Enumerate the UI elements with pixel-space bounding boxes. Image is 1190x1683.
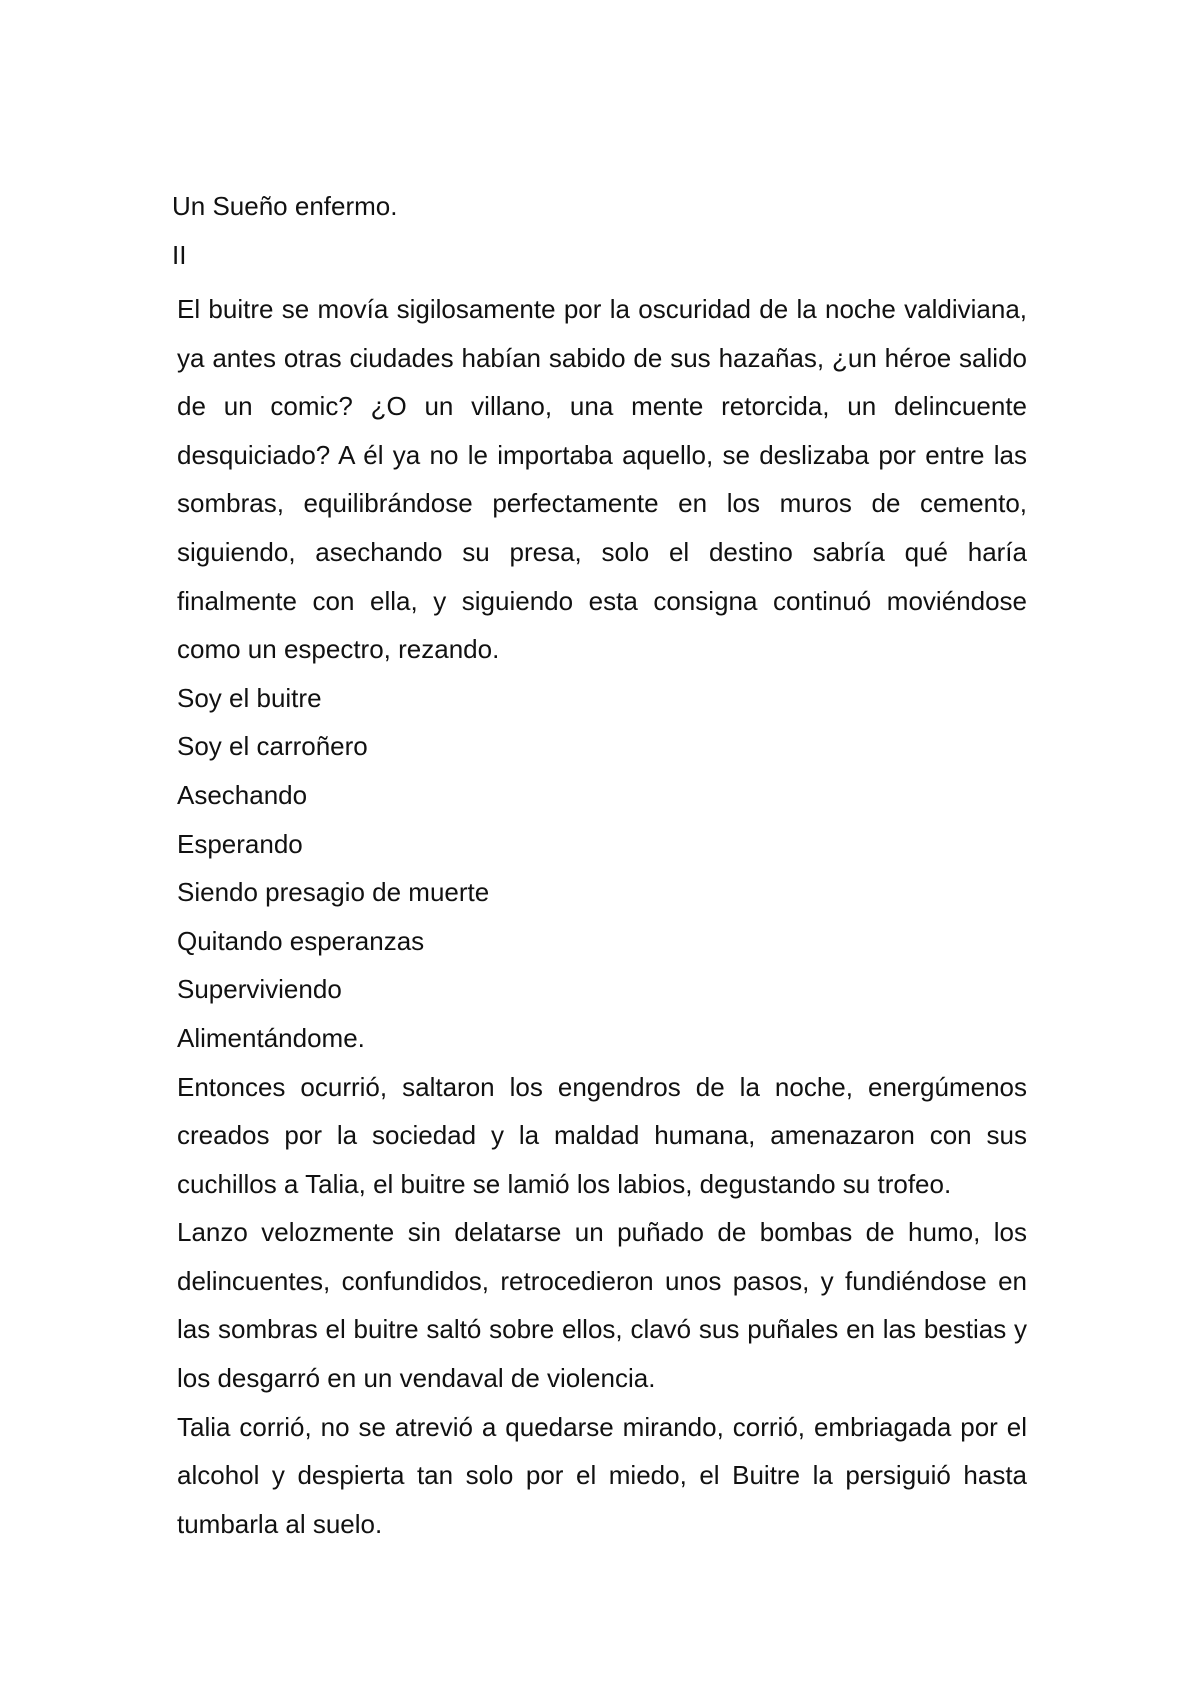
document-title: Un Sueño enfermo. bbox=[172, 191, 398, 221]
verse-line-8: Alimentándome. bbox=[177, 1022, 365, 1053]
paragraph-2: Entonces ocurrió, saltaron los engendros de la noche, energúmenos creados por la sociedad y la maldad humana, amenazaron con sus cuchillos a Talia, el buitre se lamió los labios, degustando su trofeo. bbox=[177, 1071, 1027, 1199]
verse-line-6: Quitando esperanzas bbox=[177, 925, 425, 956]
body-text bbox=[177, 285, 1027, 1548]
verse-line-7: Superviviendo bbox=[177, 974, 342, 1005]
paragraph-1: El buitre se movía sigilosamente por la oscuridad de la noche valdiviana, ya antes otras ciudades habían sabido de sus hazañas, ¿un héroe salido de un comic? ¿O un villano, una mente retorcida, un delincuente desquiciado? A él ya no le importaba aquello, se deslizaba por entre las sombras, equilibrándose perfectamente en los muros de cemento, siguiendo, asechando su presa, solo el destino sabría qué haría finalmente con ella, y siguiendo esta consigna continuó moviéndose como un espectro, rezando. bbox=[177, 294, 1027, 665]
verse-line-1: Soy el buitre bbox=[177, 682, 322, 713]
paragraph-3: Lanzo velozmente sin delatarse un puñado de bombas de humo, los delincuentes, confundidos, retrocedieron unos pasos, y fundiéndose en las sombras el buitre saltó sobre ellos, clavó sus puñales en las bestias y los desgarró en un vendaval de violencia. bbox=[177, 1217, 1027, 1394]
verse-line-2: Soy el carroñero bbox=[177, 731, 368, 762]
paragraph-4: Talia corrió, no se atrevió a quedarse mirando, corrió, embriagada por el alcohol y despierta tan solo por el miedo, el Buitre la persiguió hasta tumbarla al suelo. bbox=[177, 1411, 1027, 1539]
chapter-number: II bbox=[172, 240, 187, 270]
verse-line-4: Esperando bbox=[177, 828, 303, 859]
verse-line-3: Asechando bbox=[177, 779, 308, 810]
verse-line-5: Siendo presagio de muerte bbox=[177, 877, 490, 908]
